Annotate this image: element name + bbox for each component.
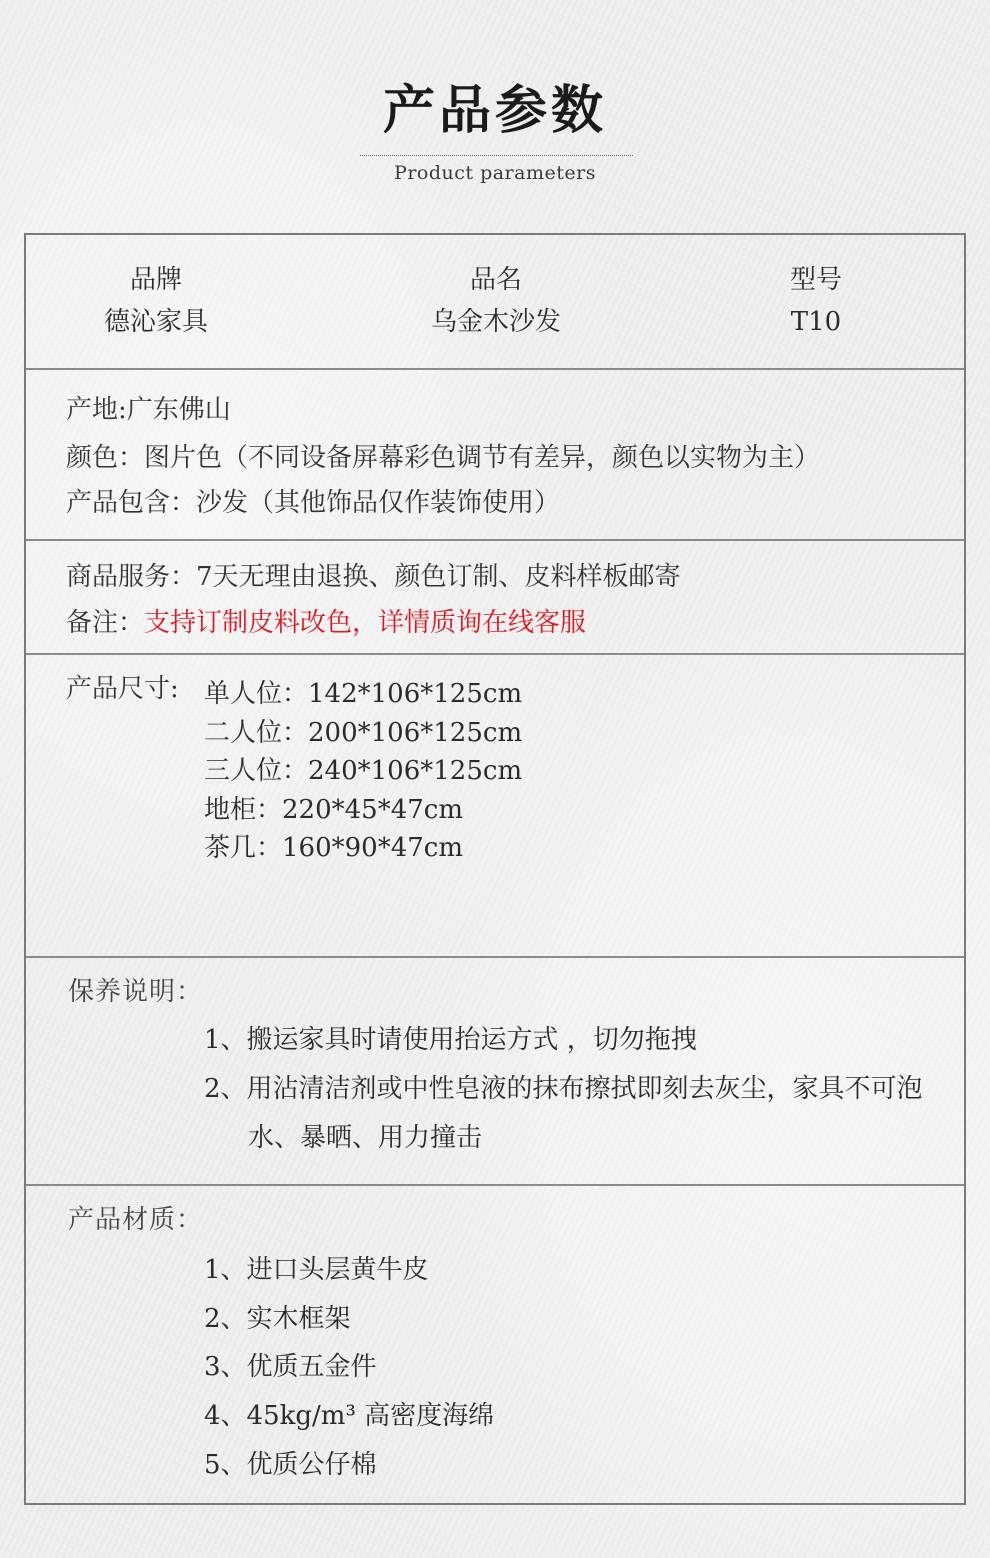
note-line <box>66 603 586 643</box>
model-value: T10 <box>790 307 842 337</box>
title-divider <box>360 155 633 156</box>
product-name-cell <box>396 259 596 343</box>
note-label: 备注： <box>66 608 145 638</box>
care-label: 保养说明： <box>68 977 204 1007</box>
color-text: 颜色：图片色（不同设备屏幕彩色调节有差异，颜色以实物为主） <box>66 443 821 473</box>
material-list <box>204 1246 494 1490</box>
basic-info-row <box>26 235 964 370</box>
brand-value: 德沁家具 <box>103 307 208 337</box>
material-item: 1、进口头层黄牛皮 <box>204 1255 429 1285</box>
model-label: 型号 <box>789 265 842 295</box>
material-item: 3、优质五金件 <box>204 1352 377 1383</box>
material-item: 2、实木框架 <box>204 1303 351 1334</box>
sizes-list <box>204 675 522 868</box>
general-info-row <box>26 370 964 541</box>
care-item: 1、搬运家具时请使用抬运方式 ，切勿拖拽 <box>204 1025 697 1055</box>
note-text: 支持订制皮料改色，详情质询在线客服 <box>144 608 587 638</box>
product-name-label: 品名 <box>469 265 522 295</box>
origin-text: 产地:广东佛山 <box>66 395 231 425</box>
model-cell <box>746 259 886 343</box>
material-row <box>26 1186 964 1503</box>
size-item: 三人位：240*106*125cm <box>204 756 523 786</box>
product-name-value: 乌金木沙发 <box>430 307 561 337</box>
brand-label: 品牌 <box>129 265 182 295</box>
page-header <box>0 0 990 230</box>
size-item: 地柜：220*45*47cm <box>204 794 464 825</box>
care-row <box>26 958 964 1186</box>
size-item: 二人位：200*106*125cm <box>204 717 523 748</box>
care-item: 2、用沾清洁剂或中性皂液的抹布擦拭即刻去灰尘，家具不可泡水、暴晒、用力撞击 <box>204 1074 923 1153</box>
service-text: 商品服务：7天无理由退换、颜色订制、皮料样板邮寄 <box>66 562 681 592</box>
sizes-row <box>26 655 964 958</box>
care-list <box>204 1016 966 1163</box>
material-label: 产品材质： <box>68 1205 204 1235</box>
size-item: 单人位：142*106*125cm <box>204 679 523 709</box>
page-subtitle: Product parameters <box>394 162 596 184</box>
contents-text: 产品包含：沙发（其他饰品仅作装饰使用） <box>66 488 561 518</box>
size-item: 茶几：160*90*47cm <box>204 833 464 863</box>
sizes-label: 产品尺寸: <box>66 674 179 704</box>
brand-cell <box>66 259 246 343</box>
service-row <box>26 541 964 655</box>
parameters-table <box>24 233 966 1505</box>
material-item: 5、优质公仔棉 <box>204 1449 377 1480</box>
page-title: 产品参数 <box>382 81 607 141</box>
material-item: 4、45kg/m³ 高密度海绵 <box>204 1401 495 1432</box>
